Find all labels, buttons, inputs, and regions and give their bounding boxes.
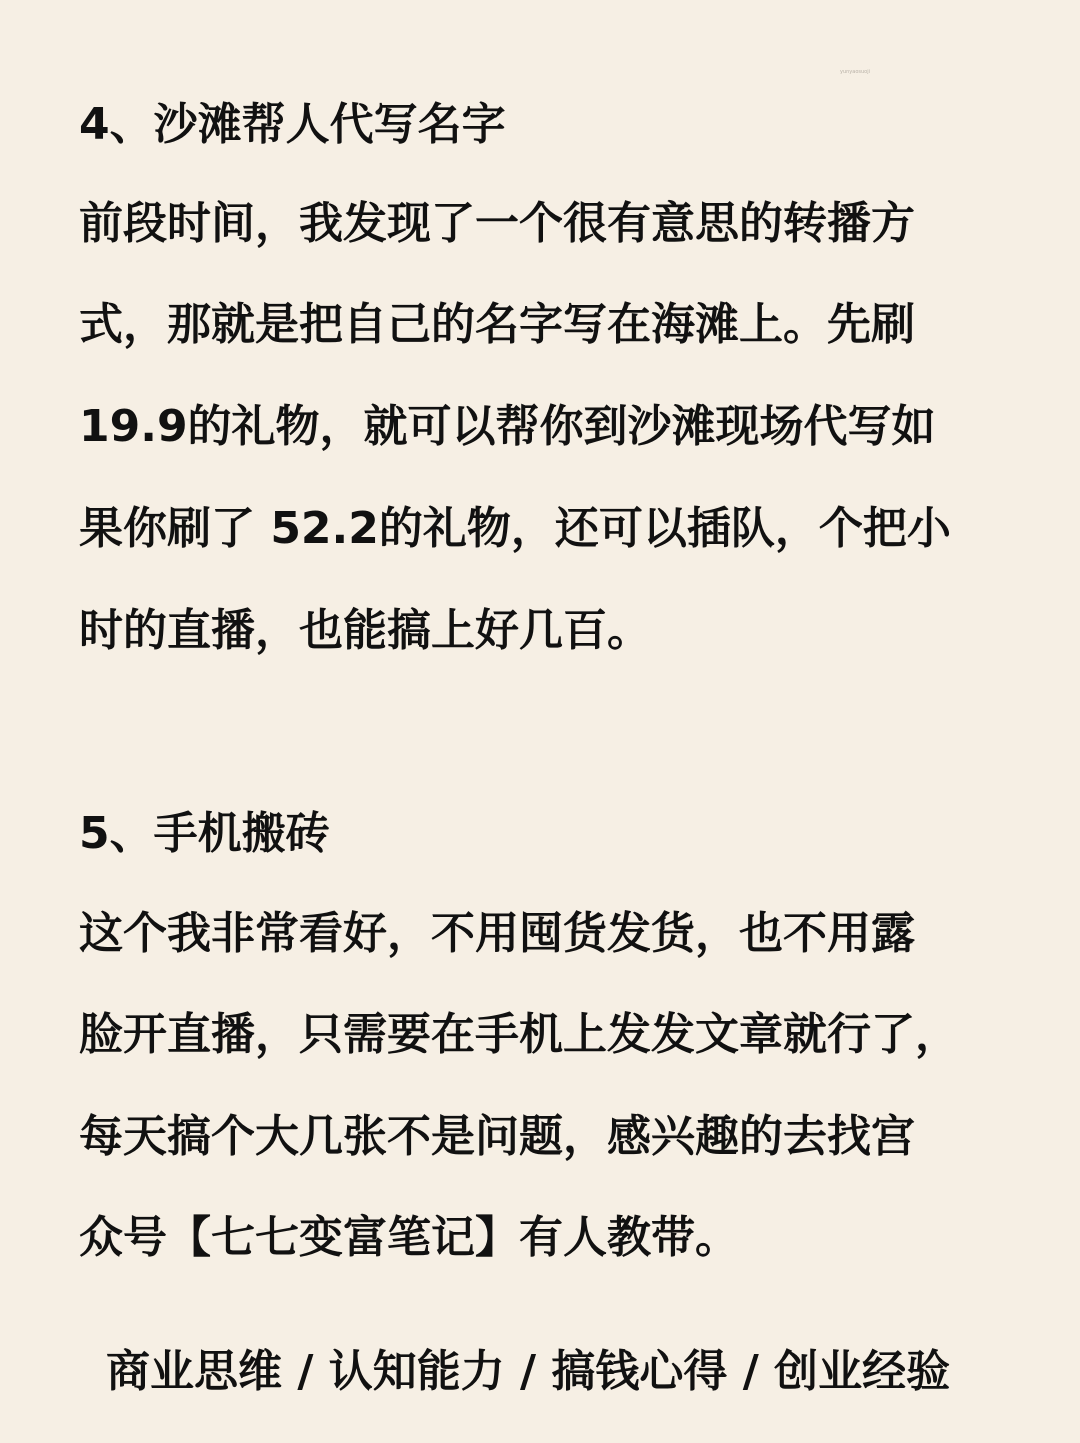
footer-tags: 商业思维 / 认知能力 / 搞钱心得 / 创业经验 (106, 1346, 951, 1397)
section-4-line-3: 19.9的礼物，就可以帮你到沙滩现场代写如 (79, 401, 936, 452)
section-5-line-3: 每天搞个大几张不是问题，感兴趣的去找宫 (79, 1111, 915, 1162)
section-4-line-1: 前段时间，我发现了一个很有意思的转播方 (79, 198, 915, 249)
section-4-line-5: 时的直播，也能搞上好几百。 (79, 605, 651, 656)
section-5-line-4: 众号【七七变富笔记】有人教带。 (79, 1212, 739, 1263)
watermark-text: yunyaosuoji (840, 69, 870, 75)
section-4-line-4: 果你刷了 52.2的礼物，还可以插队，个把小 (79, 503, 951, 554)
section-4-line-2: 式，那就是把自己的名字写在海滩上。先刷 (79, 299, 915, 350)
section-5-line-1: 这个我非常看好，不用囤货发货，也不用露 (79, 908, 915, 959)
section-5-heading: 5、手机搬砖 (79, 808, 330, 859)
section-4-heading: 4、沙滩帮人代写名字 (79, 99, 506, 150)
section-5-line-2: 脸开直播，只需要在手机上发发文章就行了， (79, 1009, 959, 1060)
